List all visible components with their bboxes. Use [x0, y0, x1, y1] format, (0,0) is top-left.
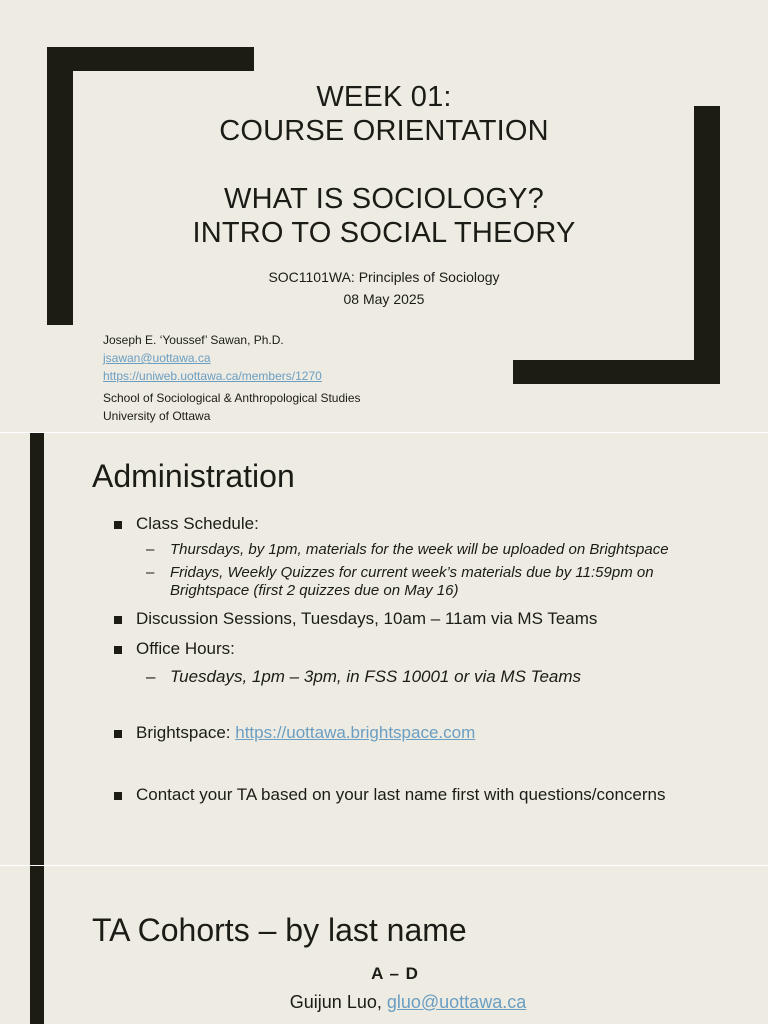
author-block: [103, 331, 361, 425]
cohort-group-label: A – D: [371, 964, 419, 983]
administration-slide: [0, 433, 768, 865]
sub-item: – Tuesdays, 1pm – 3pm, in FSS 10001 or via MS Teams: [146, 667, 582, 686]
square-bullet-icon: [114, 792, 122, 800]
sub-list: [136, 541, 732, 600]
author-school: School of Sociological & Anthropological Studies: [103, 391, 361, 405]
slide-heading: TA Cohorts – by last name: [92, 912, 467, 948]
item-label: Office Hours:: [136, 639, 235, 658]
sub-list: [136, 666, 732, 688]
title-slide: [0, 0, 768, 432]
admin-list: [112, 513, 732, 814]
square-bullet-icon: [114, 616, 122, 624]
list-item-discussion: [112, 608, 732, 630]
accent-bar: [30, 433, 44, 865]
bracket-bottom-right-horizontal: [513, 360, 720, 384]
title-line-week: WEEK 01:: [316, 81, 452, 113]
course-name: SOC1101WA: Principles of Sociology: [268, 269, 500, 285]
title-line-what-is-sociology: WHAT IS SOCIOLOGY?: [224, 183, 544, 215]
square-bullet-icon: [114, 646, 122, 654]
item-label: Class Schedule:: [136, 514, 259, 533]
slide-subtitle: [0, 266, 768, 310]
sub-item: – Fridays, Weekly Quizzes for current week’s materials due by 11:59pm on Brightspace (first 2 quizzes due on May 16): [146, 564, 654, 599]
list-item-class-schedule: [112, 513, 732, 600]
sub-item: – Thursdays, by 1pm, materials for the week will be uploaded on Brightspace: [146, 541, 669, 558]
author-university: University of Ottawa: [103, 409, 211, 423]
item-label: Contact your TA based on your last name first with questions/concerns: [136, 785, 666, 804]
list-item-brightspace: [112, 722, 732, 744]
author-name: Joseph E. ‘Youssef’ Sawan, Ph.D.: [103, 333, 284, 347]
bracket-top-left-horizontal: [47, 47, 254, 71]
author-profile-link[interactable]: https://uniweb.uottawa.ca/members/1270: [103, 369, 322, 383]
ta-contact: [0, 992, 768, 1013]
title-line-orientation: COURSE ORIENTATION: [219, 115, 549, 147]
lecture-date: 08 May 2025: [343, 291, 425, 307]
list-item-office-hours: [112, 638, 732, 688]
ta-cohorts-slide: [0, 866, 768, 1024]
slide-heading: Administration: [92, 458, 295, 494]
item-label: Discussion Sessions, Tuesdays, 10am – 11am via MS Teams: [136, 609, 598, 628]
slide-title: [0, 80, 768, 250]
ta-email-link[interactable]: gluo@uottawa.ca: [386, 992, 527, 1012]
item-label: Brightspace:: [136, 723, 236, 742]
title-line-social-theory: INTRO TO SOCIAL THEORY: [192, 217, 576, 249]
author-email-link[interactable]: jsawan@uottawa.ca: [103, 351, 211, 365]
list-item-contact: [112, 784, 732, 806]
square-bullet-icon: [114, 730, 122, 738]
ta-name: Guijun Luo,: [289, 992, 387, 1012]
brightspace-link[interactable]: https://uottawa.brightspace.com: [235, 723, 476, 742]
square-bullet-icon: [114, 521, 122, 529]
